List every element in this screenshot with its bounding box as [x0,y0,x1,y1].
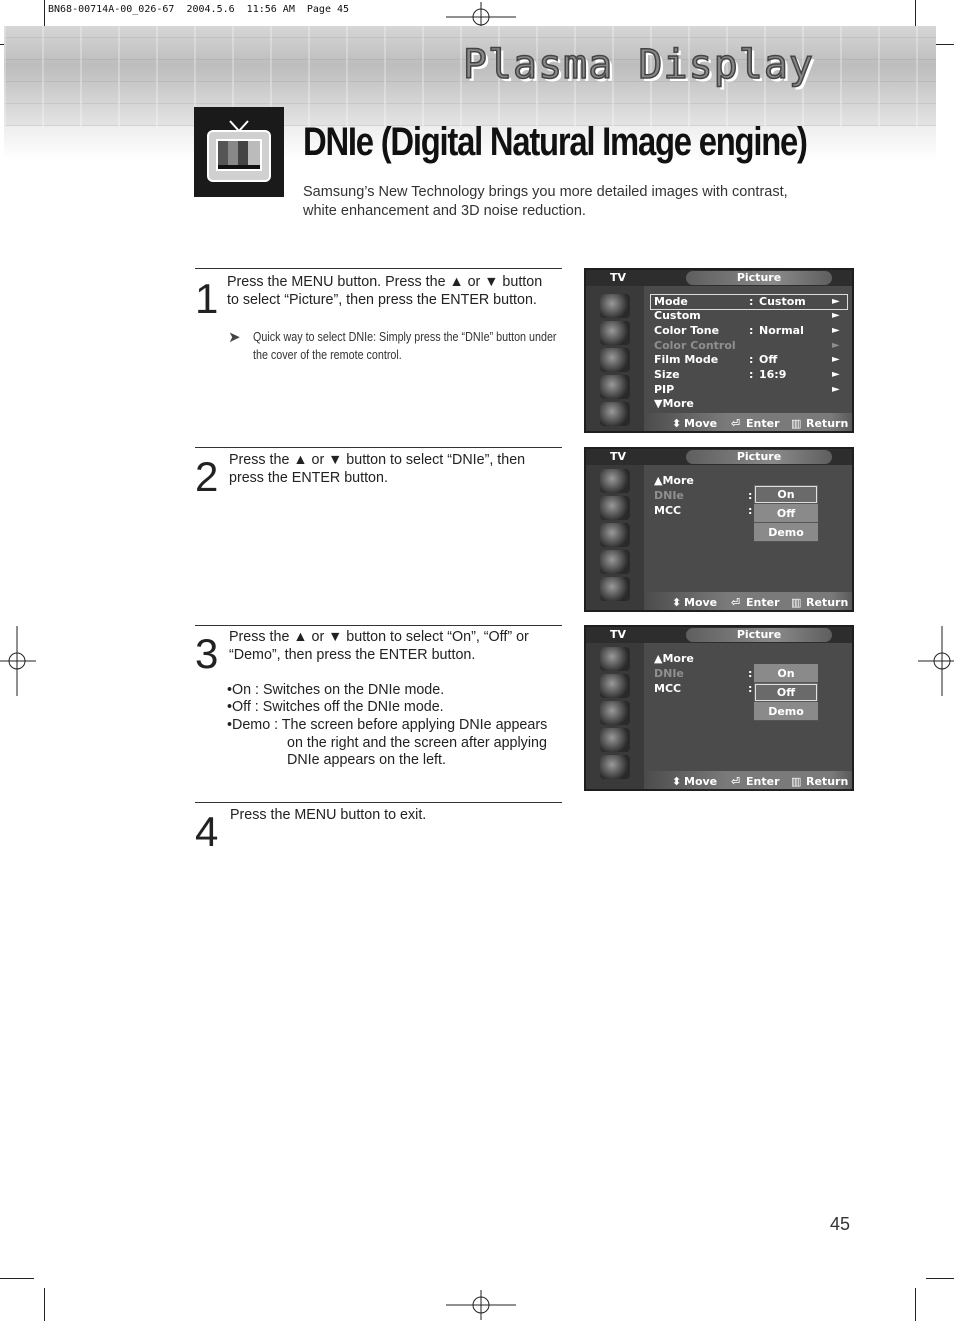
setup-icon[interactable] [600,402,630,426]
updown-icon: ⬍ [672,775,682,788]
step-number: 2 [195,453,219,500]
osd-dnie-menu [584,447,854,612]
osd-row-label[interactable]: Mode [654,295,688,308]
option-off[interactable]: Off [754,683,818,702]
osd-row-value: 16:9 [759,368,787,381]
osd-row-label: Color Control [654,339,736,352]
osd-row-colon: : [748,504,753,517]
setup-icon[interactable] [600,577,630,601]
osd-row-more[interactable]: ▲More [654,474,694,487]
step-text: Press the MENU button. Press the ▲ or ▼ button to select “Picture”, then press the ENTER button. [227,274,543,308]
footer-move: Move [684,775,718,788]
picture-icon[interactable] [600,321,630,345]
intro-text: Samsung’s New Technology brings you more detailed images with contrast, white enhancement and 3D noise reduction. [303,184,788,219]
page-title: DNIe (Digital Natural Image engine) [303,120,807,164]
dnie-options-popup [754,485,818,542]
sound-icon[interactable] [600,523,630,547]
registration-mark [446,1290,516,1320]
enter-icon: ⏎ [731,775,741,788]
footer-move: Move [684,417,718,430]
step-number: 4 [195,808,219,855]
channel-icon[interactable] [600,728,630,752]
option-demo[interactable]: Demo [754,702,818,721]
osd-tab-picture[interactable]: Picture [686,628,832,642]
bullet-demo-cont: on the right and the screen after applying [287,735,547,751]
osd-source-label: TV [610,628,627,641]
registration-mark [0,626,36,696]
footer-return: Return [806,596,849,609]
menu-icon: ▥ [791,596,802,609]
step-text: Press the ▲ or ▼ button to select “On”, “Off” or “Demo”, then press the ENTER button. [229,629,529,663]
channel-icon[interactable] [600,375,630,399]
footer-return: Return [806,417,849,430]
osd-tab-picture[interactable]: Picture [686,450,832,464]
option-off[interactable]: Off [754,504,818,523]
osd-row-more[interactable]: ▲More [654,652,694,665]
step-divider [195,625,562,626]
osd-row-value: Off [759,353,778,366]
option-on[interactable]: On [754,664,818,683]
dnie-options-popup [754,664,818,721]
tv-icon [194,107,284,197]
osd-row-colon: : [749,295,754,308]
right-arrow-icon: ► [832,369,840,380]
osd-row-label[interactable]: Custom [654,309,701,322]
right-arrow-icon: ► [832,384,840,395]
osd-row-label[interactable]: Size [654,368,680,381]
osd-source-label: TV [610,450,627,463]
option-on[interactable]: On [754,485,818,504]
footer-enter: Enter [746,417,780,430]
osd-row-dnie[interactable]: DNIe [654,667,684,680]
menu-icon: ▥ [791,775,802,788]
osd-sidebar [586,286,644,431]
channel-icon[interactable] [600,550,630,574]
bullet-on: •On : Switches on the DNIe mode. [227,682,445,698]
osd-row-label[interactable]: PIP [654,383,675,396]
step-number: 3 [195,630,219,677]
right-arrow-icon: ► [832,340,840,351]
osd-row-colon: : [748,682,753,695]
updown-icon: ⬍ [672,417,682,430]
osd-row-colon: : [748,489,753,502]
step-text: Press the ▲ or ▼ button to select “DNIe”, then press the ENTER button. [229,452,526,486]
osd-source-label: TV [610,271,627,284]
osd-picture-menu [584,268,854,433]
osd-row-mcc[interactable]: MCC [654,682,682,695]
step-divider [195,802,562,803]
step-divider [195,268,562,269]
osd-row-label[interactable]: Color Tone [654,324,720,337]
step-note: Quick way to select DNIe: Simply press the “DNIe” button under the cover of the remote control. [253,330,557,362]
crop-mark [926,1278,954,1279]
registration-mark [918,626,954,696]
input-icon[interactable] [600,647,630,671]
enter-icon: ⏎ [731,596,741,609]
right-arrow-icon: ► [832,325,840,336]
osd-row-label[interactable]: Film Mode [654,353,719,366]
osd-sidebar [586,643,644,789]
footer-move: Move [684,596,718,609]
footer-enter: Enter [746,775,780,788]
right-arrow-icon: ► [832,296,840,307]
osd-row-colon: : [749,353,754,366]
osd-row-dnie[interactable]: DNIe [654,489,684,502]
right-arrow-icon: ► [832,310,840,321]
crop-mark [0,1278,34,1279]
osd-row-colon: : [748,667,753,680]
input-icon[interactable] [600,294,630,318]
arrow-bullet-icon: ➤ [228,329,241,346]
step-text: Press the MENU button to exit. [230,807,427,823]
osd-tab-picture[interactable]: Picture [686,271,832,285]
page-number: 45 [830,1214,851,1234]
crop-mark [915,1288,916,1321]
setup-icon[interactable] [600,755,630,779]
menu-icon: ▥ [791,417,802,430]
osd-dnie-menu-off [584,625,854,791]
sound-icon[interactable] [600,348,630,372]
picture-icon[interactable] [600,674,630,698]
step-number: 1 [195,275,219,322]
enter-icon: ⏎ [731,417,741,430]
updown-icon: ⬍ [672,596,682,609]
osd-row-label[interactable]: ▼More [654,397,694,410]
bullet-demo: •Demo : The screen before applying DNIe appears [227,717,548,733]
osd-row-colon: : [749,324,754,337]
bullet-demo-cont: DNIe appears on the left. [287,752,446,768]
print-header: BN68-00714A-00_026-67 2004.5.6 11:56 AM Page 45 [48,4,350,15]
bullet-off: •Off : Switches off the DNIe mode. [227,699,444,715]
sound-icon[interactable] [600,701,630,725]
brand-title: Plasma Display [462,42,814,88]
osd-row-colon: : [749,368,754,381]
footer-return: Return [806,775,849,788]
step-divider [195,447,562,448]
input-icon[interactable] [600,469,630,493]
footer-enter: Enter [746,596,780,609]
right-arrow-icon: ► [832,354,840,365]
osd-row-mcc[interactable]: MCC [654,504,682,517]
osd-sidebar [586,465,644,610]
osd-row-value: Normal [759,324,804,337]
crop-mark [44,1288,45,1321]
picture-icon[interactable] [600,496,630,520]
crop-mark [44,0,45,28]
osd-row-value: Custom [759,295,806,308]
option-demo[interactable]: Demo [754,523,818,542]
